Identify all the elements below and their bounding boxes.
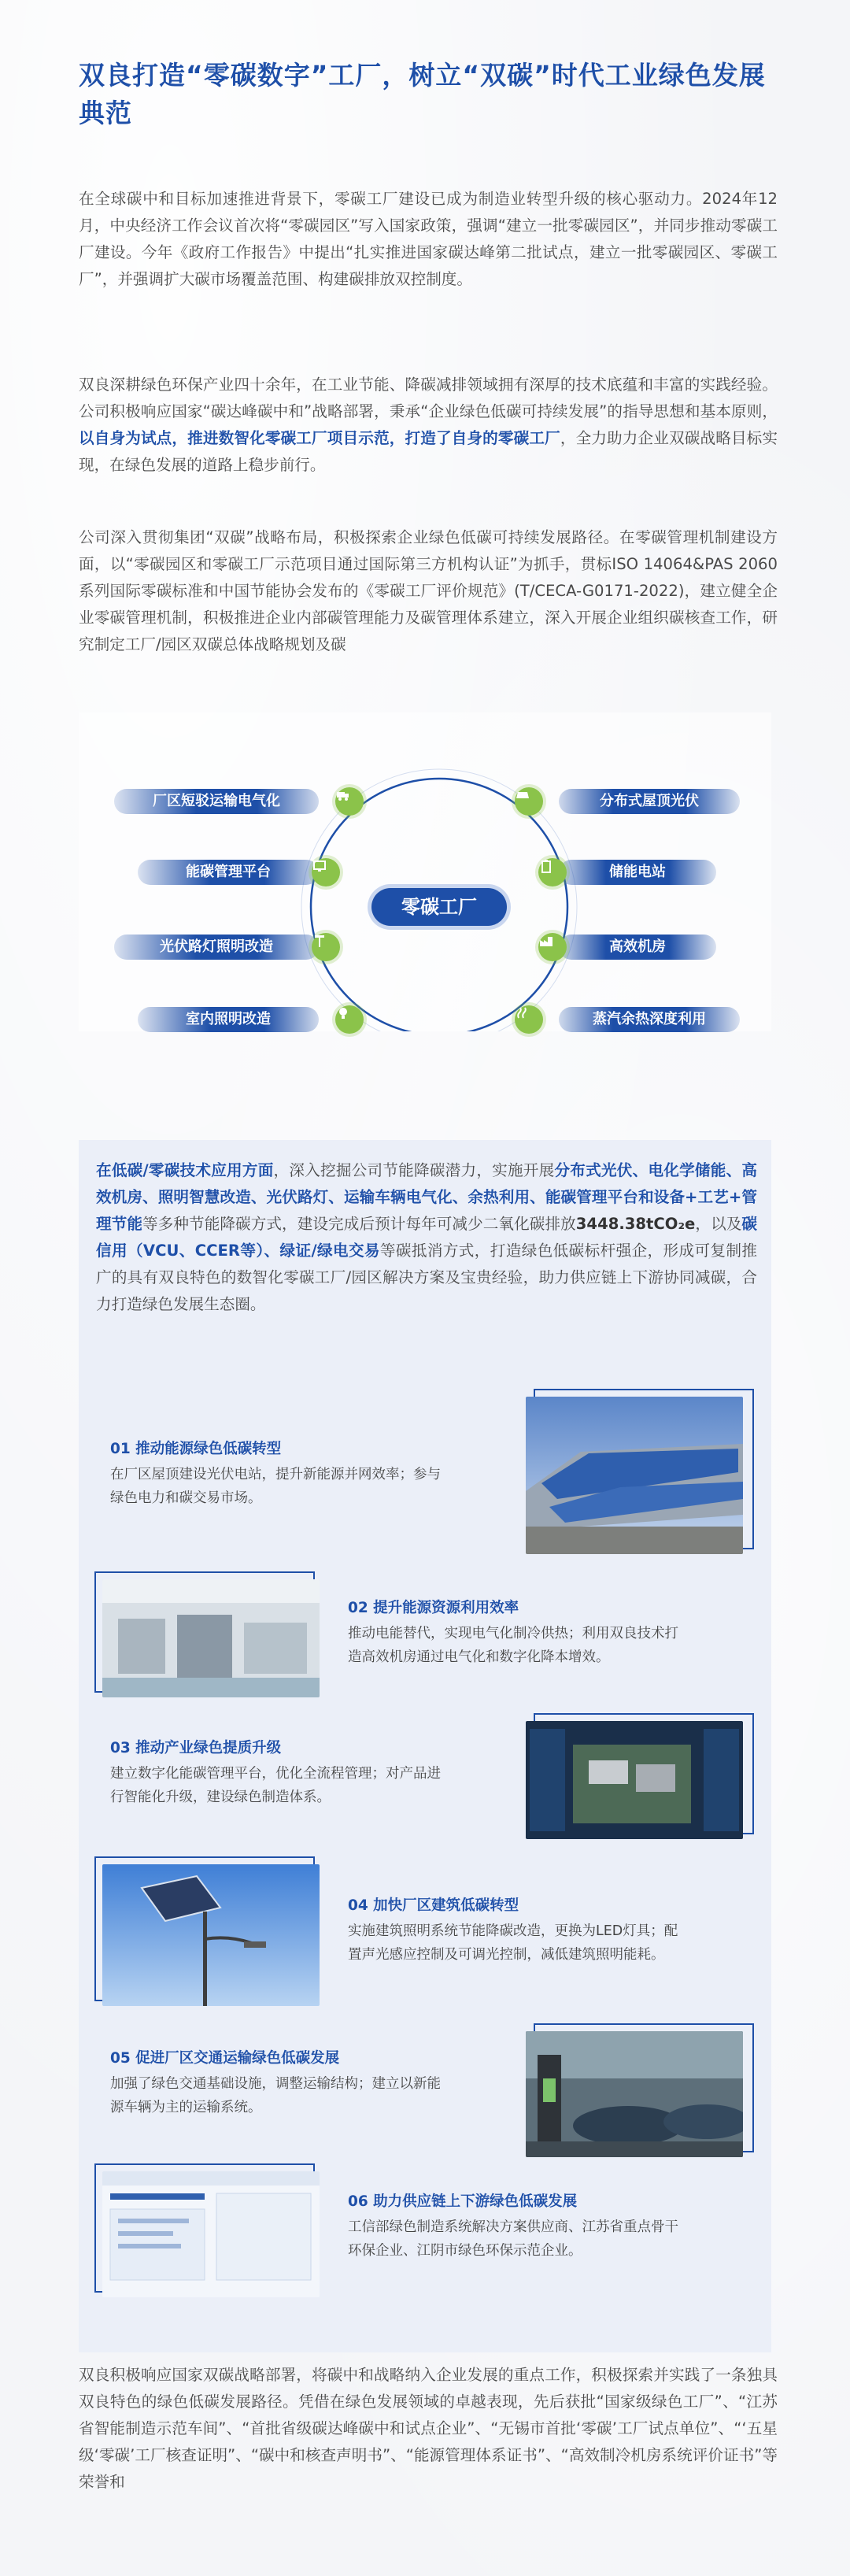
measure-4-title: 04 加快厂区建筑低碳转型 bbox=[348, 1897, 519, 1914]
tech-text-2: 等多种节能降碳方式，建设完成后预计每年可减少二氧化碳排放 bbox=[142, 1215, 576, 1233]
paragraph-company-text-b: ，全力助力企业双碳战略目标实现，在绿色发展的道路上稳步前行。 bbox=[79, 429, 778, 474]
machine-room-photo bbox=[102, 1579, 320, 1697]
measure-1-desc bbox=[110, 1463, 441, 1510]
article-title: 双良打造“零碳数字”工厂，树立“双碳”时代工业绿色发展典范 bbox=[79, 60, 766, 128]
measure-3-desc-line-1: 建立数字化能碳管理平台，优化全流程管理；对产品进 bbox=[110, 1766, 441, 1782]
diagram-left-item-4: 室内照明改造 bbox=[138, 1007, 319, 1032]
energy-platform-photo bbox=[526, 1721, 743, 1839]
tech-measures: 分布式光伏、电化学储能、高效机房、照明智慧改造、光伏路灯、运输车辆电气化、余热利用、能碳管理平台和设备+工艺+管理节能 bbox=[96, 1161, 758, 1233]
steam-icon bbox=[515, 1005, 543, 1034]
diagram-right-item-2: 储能电站 bbox=[559, 860, 716, 885]
measure-6-desc-line-2: 环保企业、江阴市绿色环保示范企业。 bbox=[348, 2243, 582, 2259]
paragraph-honors: 双良积极响应国家双碳战略部署，将碳中和战略纳入企业发展的重点工作，积极探索并实践了一条独具双良特色的绿色低碳发展路径。凭借在绿色发展领域的卓越表现，先后获批“国家级绿色工厂”、“江苏省智能制造示范车间”、“首批省级碳达峰碳中和试点企业”、“无锡市首批‘零碳’工厂试点单位”、“‘五星级‘零碳’工厂核查证明”、“碳中和核查声明书”、“能源管理体系证书”、“高效制冷机房系统评价证书”等荣誉和 bbox=[79, 2366, 778, 2491]
measure-6-title: 06 助力供应链上下游绿色低碳发展 bbox=[348, 2193, 578, 2210]
measure-2-desc-line-1: 推动电能替代，实现电气化制冷供热；利用双良技术打 bbox=[348, 1626, 678, 1641]
tech-lead: 在低碳/零碳技术应用方面 bbox=[96, 1161, 274, 1179]
measure-5-title: 05 促进厂区交通运输绿色低碳发展 bbox=[110, 2050, 340, 2067]
measure-1-title: 01 推动能源绿色低碳转型 bbox=[110, 1441, 282, 1457]
truck-icon bbox=[335, 787, 364, 816]
tech-offsets: 碳信用（VCU、CCER等）、绿证/绿电交易 bbox=[96, 1215, 758, 1260]
paragraph-company-highlight: 以自身为试点，推进数智化零碳工厂项目示范，打造了自身的零碳工厂 bbox=[79, 429, 560, 447]
measure-3-title: 03 推动产业绿色提质升级 bbox=[110, 1740, 282, 1756]
zero-carbon-diagram bbox=[79, 712, 771, 1031]
measure-5-desc-line-1: 加强了绿色交通基础设施，调整运输结构；建立以新能 bbox=[110, 2076, 441, 2092]
measure-1-desc-line-2: 绿色电力和碳交易市场。 bbox=[110, 1490, 262, 1506]
measure-6-desc-line-1: 工信部绿色制造系统解决方案供应商、江苏省重点骨干 bbox=[348, 2219, 678, 2235]
paragraph-company bbox=[79, 372, 778, 479]
paragraph-intro: 在全球碳中和目标加速推进背景下，零碳工厂建设已成为制造业转型升级的核心驱动力。2024年12月，中央经济工作会议首次将“零碳园区”写入国家政策，强调“建立一批零碳园区”，并同步推动零碳工厂建设。今年《政府工作报告》中提出“扎实推进国家碳达峰第二批试点，建立一批零碳园区、零碳工厂”，并强调扩大碳市场覆盖范围、构建碳排放双控制度。 bbox=[79, 190, 778, 288]
measure-3-desc-line-2: 行智能化升级，建设绿色制造体系。 bbox=[110, 1790, 331, 1805]
battery-icon bbox=[538, 858, 567, 886]
measure-4-desc bbox=[348, 1919, 678, 1967]
diagram-left-item-1: 厂区短驳运输电气化 bbox=[114, 789, 319, 814]
paragraph-technology bbox=[96, 1157, 757, 1318]
measure-2-desc bbox=[348, 1622, 678, 1669]
tech-text-3: ，以及 bbox=[695, 1215, 742, 1233]
measure-2-desc-line-2: 造高效机房通过电气化和数字化降本增效。 bbox=[348, 1649, 610, 1665]
paragraph-company-text-a: 双良深耕绿色环保产业四十余年，在工业节能、降碳减排领域拥有深厚的技术底蕴和丰富的实践经验。公司积极响应国家“碳达峰碳中和”战略部署，秉承“企业绿色低碳可持续发展”的指导思想和基本原则， bbox=[79, 376, 778, 420]
ev-charging-photo bbox=[526, 2031, 743, 2157]
street-light-icon bbox=[312, 933, 340, 961]
supply-chain-platform-photo bbox=[102, 2171, 320, 2297]
dashboard-icon bbox=[312, 858, 340, 886]
diagram-left-item-2: 能碳管理平台 bbox=[138, 860, 319, 885]
lightbulb-icon bbox=[335, 1005, 364, 1034]
tech-text-4: 等碳抵消方式，打造绿色低碳标杆强企，形成可复制推广的具有双良特色的数智化零碳工厂/园区解决方案及宝贵经验，助力供应链上下游协同减碳，合力打造绿色发展生态圈。 bbox=[96, 1242, 758, 1313]
tech-text-1: ，深入挖掘公司节能降碳潜力，实施开展 bbox=[273, 1161, 555, 1179]
measure-4-desc-line-2: 置声光感应控制及可调光控制，减低建筑照明能耗。 bbox=[348, 1947, 665, 1963]
factory-rooftop-photo bbox=[526, 1397, 743, 1554]
diagram-center-label: 零碳工厂 bbox=[371, 888, 507, 926]
diagram-right-item-4: 蒸汽余热深度利用 bbox=[559, 1007, 740, 1032]
measure-5-desc-line-2: 源车辆为主的运输系统。 bbox=[110, 2100, 262, 2115]
diagram-right-item-1: 分布式屋顶光伏 bbox=[559, 789, 740, 814]
paragraph-management: 公司深入贯彻集团“双碳”战略布局，积极探索企业绿色低碳可持续发展路径。在零碳管理机制建设方面，以“零碳园区和零碳工厂示范项目通过国际第三方机构认证”为抓手，贯标ISO 14064&PAS 2060系列国际零碳标准和中国节能协会发布的《零碳工厂评价规范》(T/CECA-G0171-2022)，建立健全企业零碳管理机制，积极推进企业内部碳管理能力及碳管理体系建立，深入开展企业组织碳核查工作，研究制定工厂/园区双碳总体战略规划及碳 bbox=[79, 528, 778, 653]
diagram-right-item-3: 高效机房 bbox=[559, 935, 716, 960]
measures-section bbox=[79, 1140, 771, 2352]
measure-1-desc-line-1: 在厂区屋顶建设光伏电站，提升新能源并网效率；参与 bbox=[110, 1467, 441, 1482]
factory-icon bbox=[538, 933, 567, 961]
measure-2-title: 02 提升能源资源利用效率 bbox=[348, 1600, 519, 1616]
measure-3-desc bbox=[110, 1762, 441, 1809]
diagram-left-item-3: 光伏路灯照明改造 bbox=[114, 935, 319, 960]
tech-reduction-value: 3448.38tCO₂e bbox=[575, 1215, 696, 1233]
solar-panel-icon bbox=[515, 787, 543, 816]
solar-street-light-photo bbox=[102, 1864, 320, 2006]
measure-5-desc bbox=[110, 2072, 441, 2119]
measure-4-desc-line-1: 实施建筑照明系统节能降碳改造，更换为LED灯具；配 bbox=[348, 1923, 678, 1939]
measure-6-desc bbox=[348, 2215, 678, 2263]
